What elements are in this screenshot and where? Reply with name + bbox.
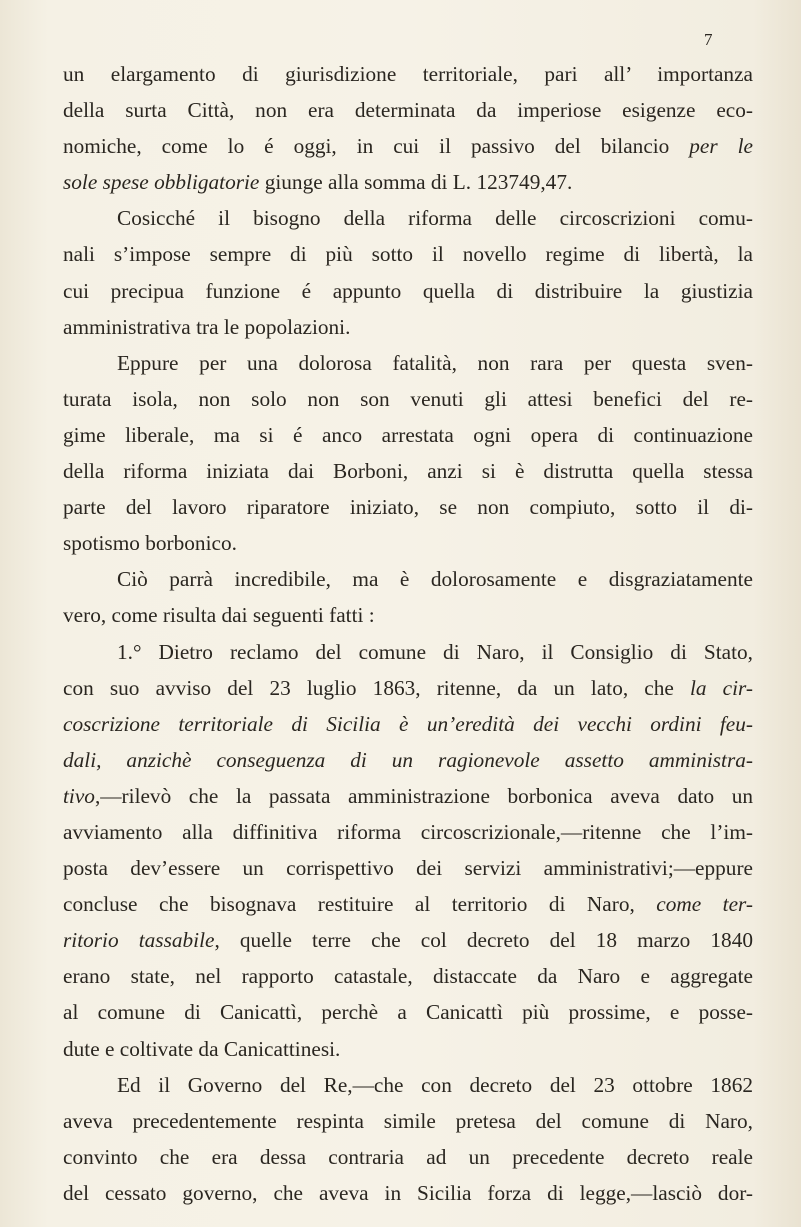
text-run: aveva precedentemente respinta simile pretesa del comune di Naro, <box>63 1108 753 1133</box>
text-line <box>63 1067 753 1103</box>
text-line <box>63 489 753 525</box>
italic-text: coscrizione territoriale di Sicilia è un’eredità dei vecchi ordini feu- <box>63 711 753 736</box>
text-line <box>63 525 753 561</box>
text-line <box>63 200 753 236</box>
text-line <box>63 670 753 706</box>
text-run: convinto che era dessa contraria ad un precedente decreto reale <box>63 1144 753 1169</box>
text-line <box>63 1031 753 1067</box>
text-run: un elargamento di giurisdizione territoriale, pari all’ importanza <box>63 62 753 86</box>
text-line <box>63 1175 753 1211</box>
text-line <box>63 814 753 850</box>
text-line <box>63 56 753 92</box>
italic-text: ritorio tassabile <box>63 928 215 953</box>
text-run: spotismo borbonico. <box>63 531 237 556</box>
text-run: della surta Città, non era determinata da imperiose esigenze eco- <box>63 98 753 123</box>
text-line <box>63 164 753 200</box>
italic-text: dali, anzichè conseguenza di un ragionevole assetto amministra- <box>63 747 753 772</box>
text-line <box>63 922 753 958</box>
text-run: gime liberale, ma si é anco arrestata ogni opera di continuazione <box>63 422 753 447</box>
text-run: Eppure per una dolorosa fatalità, non rara per questa sven- <box>117 350 753 375</box>
text-run: Ciò parrà incredibile, ma è dolorosamente e disgraziatamente <box>117 567 753 592</box>
text-line <box>63 417 753 453</box>
text-line <box>63 561 753 597</box>
text-line <box>63 309 753 345</box>
text-run: Ed il Governo del Re,—che con decreto del 23 ottobre 1862 <box>117 1072 753 1097</box>
text-line <box>63 453 753 489</box>
text-run: con suo avviso del 23 luglio 1863, ritenne, da un lato, che <box>63 675 690 700</box>
italic-text: tivo <box>63 783 95 808</box>
text-run: parte del lavoro riparatore iniziato, se non compiuto, sotto il di- <box>63 495 753 520</box>
text-line <box>63 994 753 1030</box>
text-line <box>63 958 753 994</box>
text-line <box>63 128 753 164</box>
text-line <box>63 92 753 128</box>
text-run: Cosicché il bisogno della riforma delle circoscrizioni comu- <box>117 206 753 231</box>
text-run: nomiche, come lo é oggi, in cui il passivo del bilancio <box>63 134 690 159</box>
text-line <box>63 236 753 272</box>
text-run: 1.° Dietro reclamo del comune di Naro, il Consiglio di Stato, <box>117 639 753 664</box>
text-run: concluse che bisognava restituire al territorio di Naro, <box>63 892 657 917</box>
italic-text: per le <box>689 134 753 159</box>
text-run: amministrativa tra le popolazioni. <box>63 314 351 339</box>
text-line <box>63 850 753 886</box>
italic-text: come ter- <box>656 892 753 917</box>
text-run: della riforma iniziata dai Borboni, anzi si è distrutta quella stessa <box>63 459 753 484</box>
text-run: , quelle terre che col decreto del 18 marzo 1840 <box>214 928 753 953</box>
text-line <box>63 597 753 633</box>
text-line <box>63 742 753 778</box>
text-line <box>63 345 753 381</box>
page-number: 7 <box>704 30 713 49</box>
text-line <box>63 706 753 742</box>
text-run: ,—rilevò che la passata amministrazione borbonica aveva dato un <box>94 783 753 808</box>
text-run: turata isola, non solo non son venuti gli attesi benefici del re- <box>63 386 753 411</box>
text-line <box>63 273 753 309</box>
text-line <box>63 634 753 670</box>
text-line <box>63 381 753 417</box>
text-line <box>63 1139 753 1175</box>
italic-text: sole spese obbligatorie <box>63 170 260 195</box>
text-run: del cessato governo, che aveva in Sicilia forza di legge,—lasciò dor- <box>63 1180 753 1205</box>
italic-text: la cir- <box>689 675 753 700</box>
body-text <box>63 56 753 1211</box>
text-run: al comune di Canicattì, perchè a Canicattì più prossime, e posse- <box>63 1000 753 1025</box>
text-line <box>63 778 753 814</box>
text-run: nali s’impose sempre di più sotto il novello regime di libertà, la <box>63 242 753 267</box>
text-run: giunge alla somma di L. 123749,47. <box>259 170 573 195</box>
text-run: avviamento alla diffinitiva riforma circoscrizionale,—ritenne che l’im- <box>63 819 753 844</box>
text-line <box>63 886 753 922</box>
text-run: dute e coltivate da Canicattinesi. <box>63 1036 341 1061</box>
text-run: cui precipua funzione é appunto quella di distribuire la giustizia <box>63 278 753 303</box>
text-run: erano state, nel rapporto catastale, distaccate da Naro e aggregate <box>63 964 753 989</box>
text-run: posta dev’essere un corrispettivo dei servizi amministrativi;—eppure <box>63 856 753 881</box>
text-line <box>63 1103 753 1139</box>
text-run: vero, come risulta dai seguenti fatti : <box>63 603 375 628</box>
